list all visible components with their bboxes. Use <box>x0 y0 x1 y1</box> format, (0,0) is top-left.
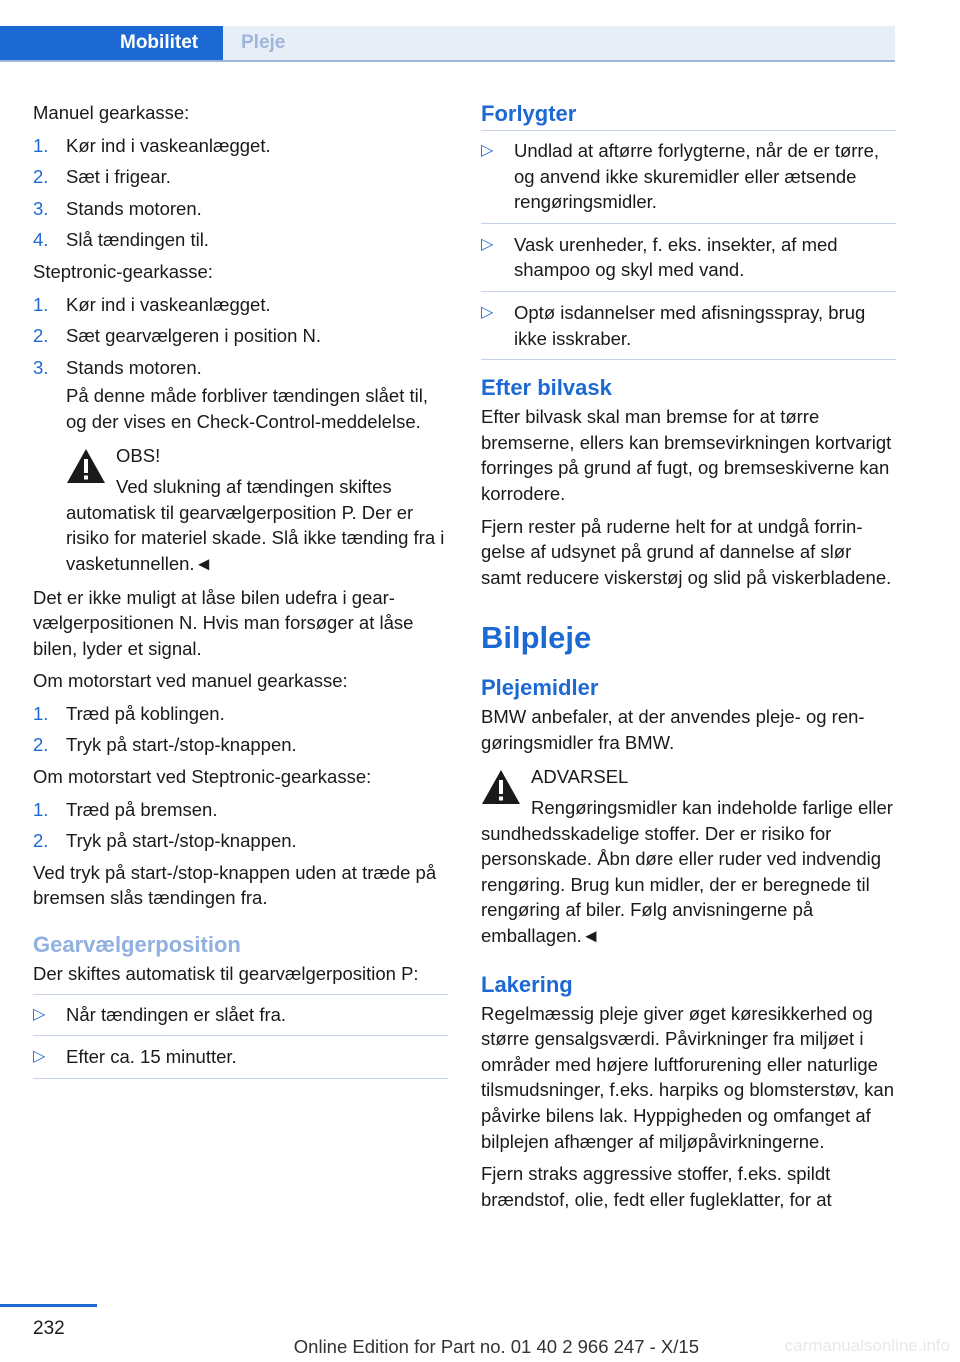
list-item: 1. Træd på bremsen. <box>33 798 218 820</box>
list-item: 2. Tryk på start-/stop-knappen. <box>33 830 297 852</box>
list-item: 1. Træd på koblingen. <box>33 702 225 724</box>
after-wash-p2: Fjern rester på ruderne helt for at undgå forringelse af udsynet på grund af dannelse af slør samt reducere viskerstøj og slid på viskerbladene. <box>481 515 892 588</box>
left-column <box>33 100 448 1093</box>
manual-intro: Manuel gearkasse: <box>33 102 190 123</box>
gear-bullets <box>33 994 448 1079</box>
manual-start-intro: Om motorstart ved manuel gearkasse: <box>33 670 348 692</box>
paint-p1: Regelmæssig pleje giver øget køresikkerhed og større gensalgsværdi. Påvirkninger fra miljøet i områder med højere luftforurening eller naturlige tilsmudsninger, f.eks. harpiks og blomsterstøv, kan påvirke bilens lak. Hyppigheden og omfanget af bilplejen afhænger af miljøpåvirkningerne. <box>481 1002 894 1152</box>
ignition-paragraph: Ved tryk på start-/stop-knappen uden at træde på bremsen slås tændingen fra. <box>33 861 437 909</box>
paint-heading: Lakering <box>481 971 573 997</box>
warning-obs <box>66 443 448 577</box>
list-item: ▷ Vask urenheder, f. eks. insekter, af med shampoo og skyl med vand. <box>481 232 896 292</box>
steptronic-steps <box>33 292 448 435</box>
list-item: ▷ Efter ca. 15 minutter. <box>33 1044 448 1079</box>
page-number: 232 <box>33 1318 65 1339</box>
warning-triangle-icon <box>66 448 106 484</box>
warning-title: OBS! <box>116 444 161 466</box>
watermark: carmanualsonline.info <box>784 1336 950 1355</box>
list-item: ▷ Optø isdannelser med afisningsspray, brug ikke isskraber. <box>481 300 896 360</box>
triangle-right-icon: ▷ <box>481 142 494 159</box>
steptronic-note: På denne måde forbliver tændingen slået til, og der vises en Check-Control-meddelelse. <box>66 385 428 432</box>
triangle-right-icon: ▷ <box>481 303 494 321</box>
list-item: ▷ Når tændingen er slået fra. <box>33 1002 448 1037</box>
warning-title: ADVARSEL <box>531 765 629 787</box>
list-item: 4. Slå tændingen til. <box>33 229 209 251</box>
steptronic-intro: Steptronic-gearkasse: <box>33 260 213 282</box>
edition-text: Online Edition for Part no. 01 40 2 966 247 - X/15 <box>293 1336 699 1357</box>
footer-accent-bar <box>0 1304 97 1307</box>
warning-advarsel <box>481 764 896 949</box>
list-item: 3. Stands motoren. På denne måde forbliver tændingen slået til, og der vises en Check-Control-meddelelse. <box>33 355 448 435</box>
headlights-bullets <box>481 130 896 360</box>
warning-body: Rengøringsmidler kan indeholde farlige eller sundhedsskadelige stoffer. Der er risiko for personskade. Åbn døre eller ruder ved indvendig rengøring. Brug kun midler, der er beregnede til rengøring af biler. Følg anvisningerne på emballagen.◄ <box>481 797 893 947</box>
manual-steps <box>33 133 448 253</box>
right-column <box>481 100 896 1219</box>
headlights-heading: Forlygter <box>481 101 577 126</box>
list-item: 1. Kør ind i vaskeanlægget. <box>33 293 271 315</box>
header-divider <box>0 60 895 62</box>
warning-body: Ved slukning af tændingen skiftes automatisk til gearvælgerposition P. Der er risiko for materiel skade. Slå ikke tænding fra i vasketunnellen.◄ <box>66 476 445 574</box>
section-title: Bilpleje <box>481 620 592 656</box>
care-paragraph: BMW anbefaler, at der anvendes pleje- og rengøringsmidler fra BMW. <box>481 706 865 753</box>
tab-pleje[interactable] <box>223 26 895 60</box>
list-item: 2. Tryk på start-/stop-knappen. <box>33 734 297 756</box>
list-item: 1. Kør ind i vaskeanlægget. <box>33 134 271 156</box>
list-item: ▷ Undlad at aftørre forlygterne, når de er tørre, og anvend ikke skuremidler eller ætsende rengøringsmidler. <box>481 138 896 224</box>
tab-mobilitet[interactable] <box>0 26 223 60</box>
triangle-right-icon: ▷ <box>33 1048 46 1066</box>
triangle-right-icon: ▷ <box>33 1005 46 1023</box>
after-wash-p1: Efter bilvask skal man bremse for at tørre bremserne, ellers kan bremsevirkningen kortvarigt forringes på grund af fugt, og bremseskiverne kan korrodere. <box>481 406 892 504</box>
tab-mobilitet-label: Mobilitet <box>120 32 199 53</box>
list-item: 2. Sæt i frigear. <box>33 166 171 188</box>
gear-paragraph: Der skiftes automatisk til gearvælgerposition P: <box>33 963 419 985</box>
lock-paragraph: Det er ikke muligt at låse bilen udefra i gearvælgerpositionen N. Hvis man forsøger at låse bilen, lyder et signal. <box>33 586 414 659</box>
care-heading: Plejemidler <box>481 675 599 701</box>
paint-p2: Fjern straks aggressive stoffer, f.eks. spildt brændstof, olie, fedt eller fugleklatter, for at <box>481 1163 832 1210</box>
manual-start-steps <box>33 701 448 758</box>
triangle-right-icon: ▷ <box>481 235 494 253</box>
page-header <box>0 26 895 62</box>
list-item: 2. Sæt gearvælgeren i position N. <box>33 325 322 347</box>
after-wash-heading: Efter bilvask <box>481 375 612 401</box>
list-item: 3. Stands motoren. <box>33 197 202 219</box>
steptronic-start-steps <box>33 797 448 854</box>
tab-pleje-label: Pleje <box>241 32 286 53</box>
steptronic-start-intro: Om motorstart ved Steptronic-gearkasse: <box>33 766 372 788</box>
gear-heading: Gearvælgerposition <box>33 932 241 958</box>
warning-triangle-icon <box>481 769 521 805</box>
